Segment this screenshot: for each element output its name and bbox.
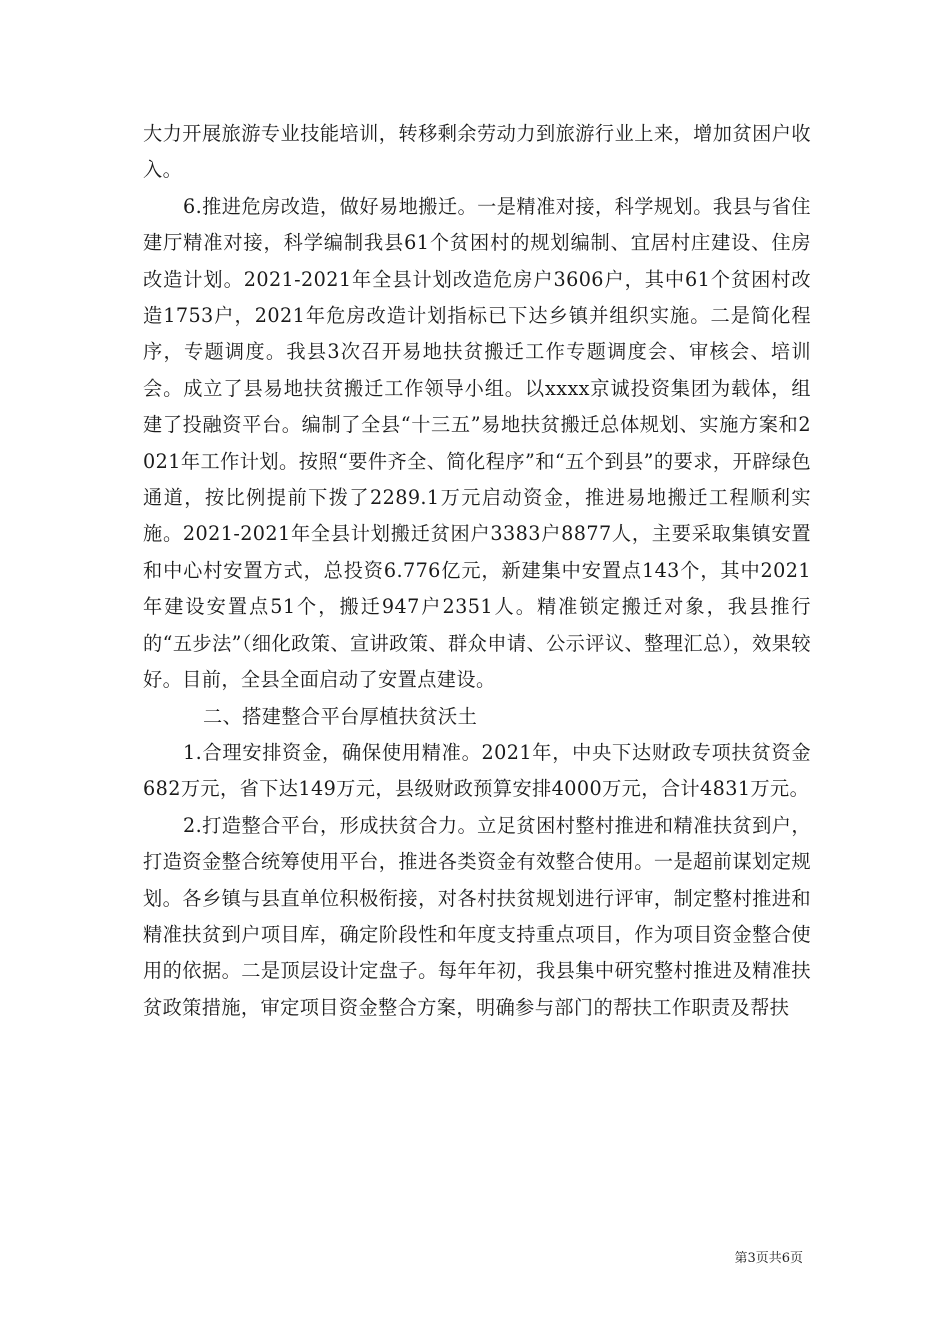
page-number-footer: 第3页共6页 — [734, 1251, 803, 1266]
paragraph-tourism-training: 大力开展旅游专业技能培训，转移剩余劳动力到旅游行业上来，增加贫困户收入。 — [143, 122, 811, 182]
section-heading: 二、搭建整合平台厚植扶贫沃土 — [203, 704, 478, 728]
document-body — [143, 116, 811, 1026]
paragraph-fund-arrangement: 1.合理安排资金，确保使用精准。2021年，中央下达财政专项扶贫资金682万元，省下达149万元，县级财政预算安排4000万元，合计4831万元。 — [143, 740, 811, 801]
paragraph-integration-platform: 2.打造整合平台，形成扶贫合力。立足贫困村整村推进和精准扶贫到户，打造资金整合统筹使用平台，推进各类资金有效整合使用。一是超前谋划定规划。各乡镇与县直单位积极衔接，对各村扶贫规划进行评审，制定整村推进和精准扶贫到户项目库，确定阶段性和年度支持重点项目，作为项目资金整合使用的依据。二是顶层设计定盘子。每年年初，我县集中研究整村推进及精准扶贫政策措施，审定项目资金整合方案，明确参与部门的帮扶工作职责及帮扶 — [143, 813, 811, 1019]
paragraph-housing-relocation: 6.推进危房改造，做好易地搬迁。一是精准对接，科学规划。我县与省住建厅精准对接，科学编制我县61个贫困村的规划编制、宜居村庄建设、住房改造计划。2021-2021年全县计划改造危房户3606户，其中61个贫困村改造1753户，2021年危房改造计划指标已下达乡镇并组织实施。二是简化程序，专题调度。我县3次召开易地扶贫搬迁工作专题调度会、审核会、培训会。成立了县易地扶贫搬迁工作领导小组。以xxxx京诚投资集团为载体，组建了投融资平台。编制了全县“十三五”易地扶贫搬迁总体规划、实施方案和2021年工作计划。按照“要件齐全、简化程序”和“五个到县”的要求，开辟绿色通道，按比例提前下拨了2289.1万元启动资金，推进易地搬迁工程顺利实施。2021-2021年全县计划搬迁贫困户3383户8877人，主要采取集镇安置和中心村安置方式，总投资6.776亿元，新建集中安置点143个，其中2021年建设安置点51个，搬迁947户2351人。精准锁定搬迁对象，我县推行的“五步法”（细化政策、宣讲政策、群众申请、公示评议、整理汇总），效果较好。目前，全县全面启动了安置点建设。 — [143, 194, 811, 692]
